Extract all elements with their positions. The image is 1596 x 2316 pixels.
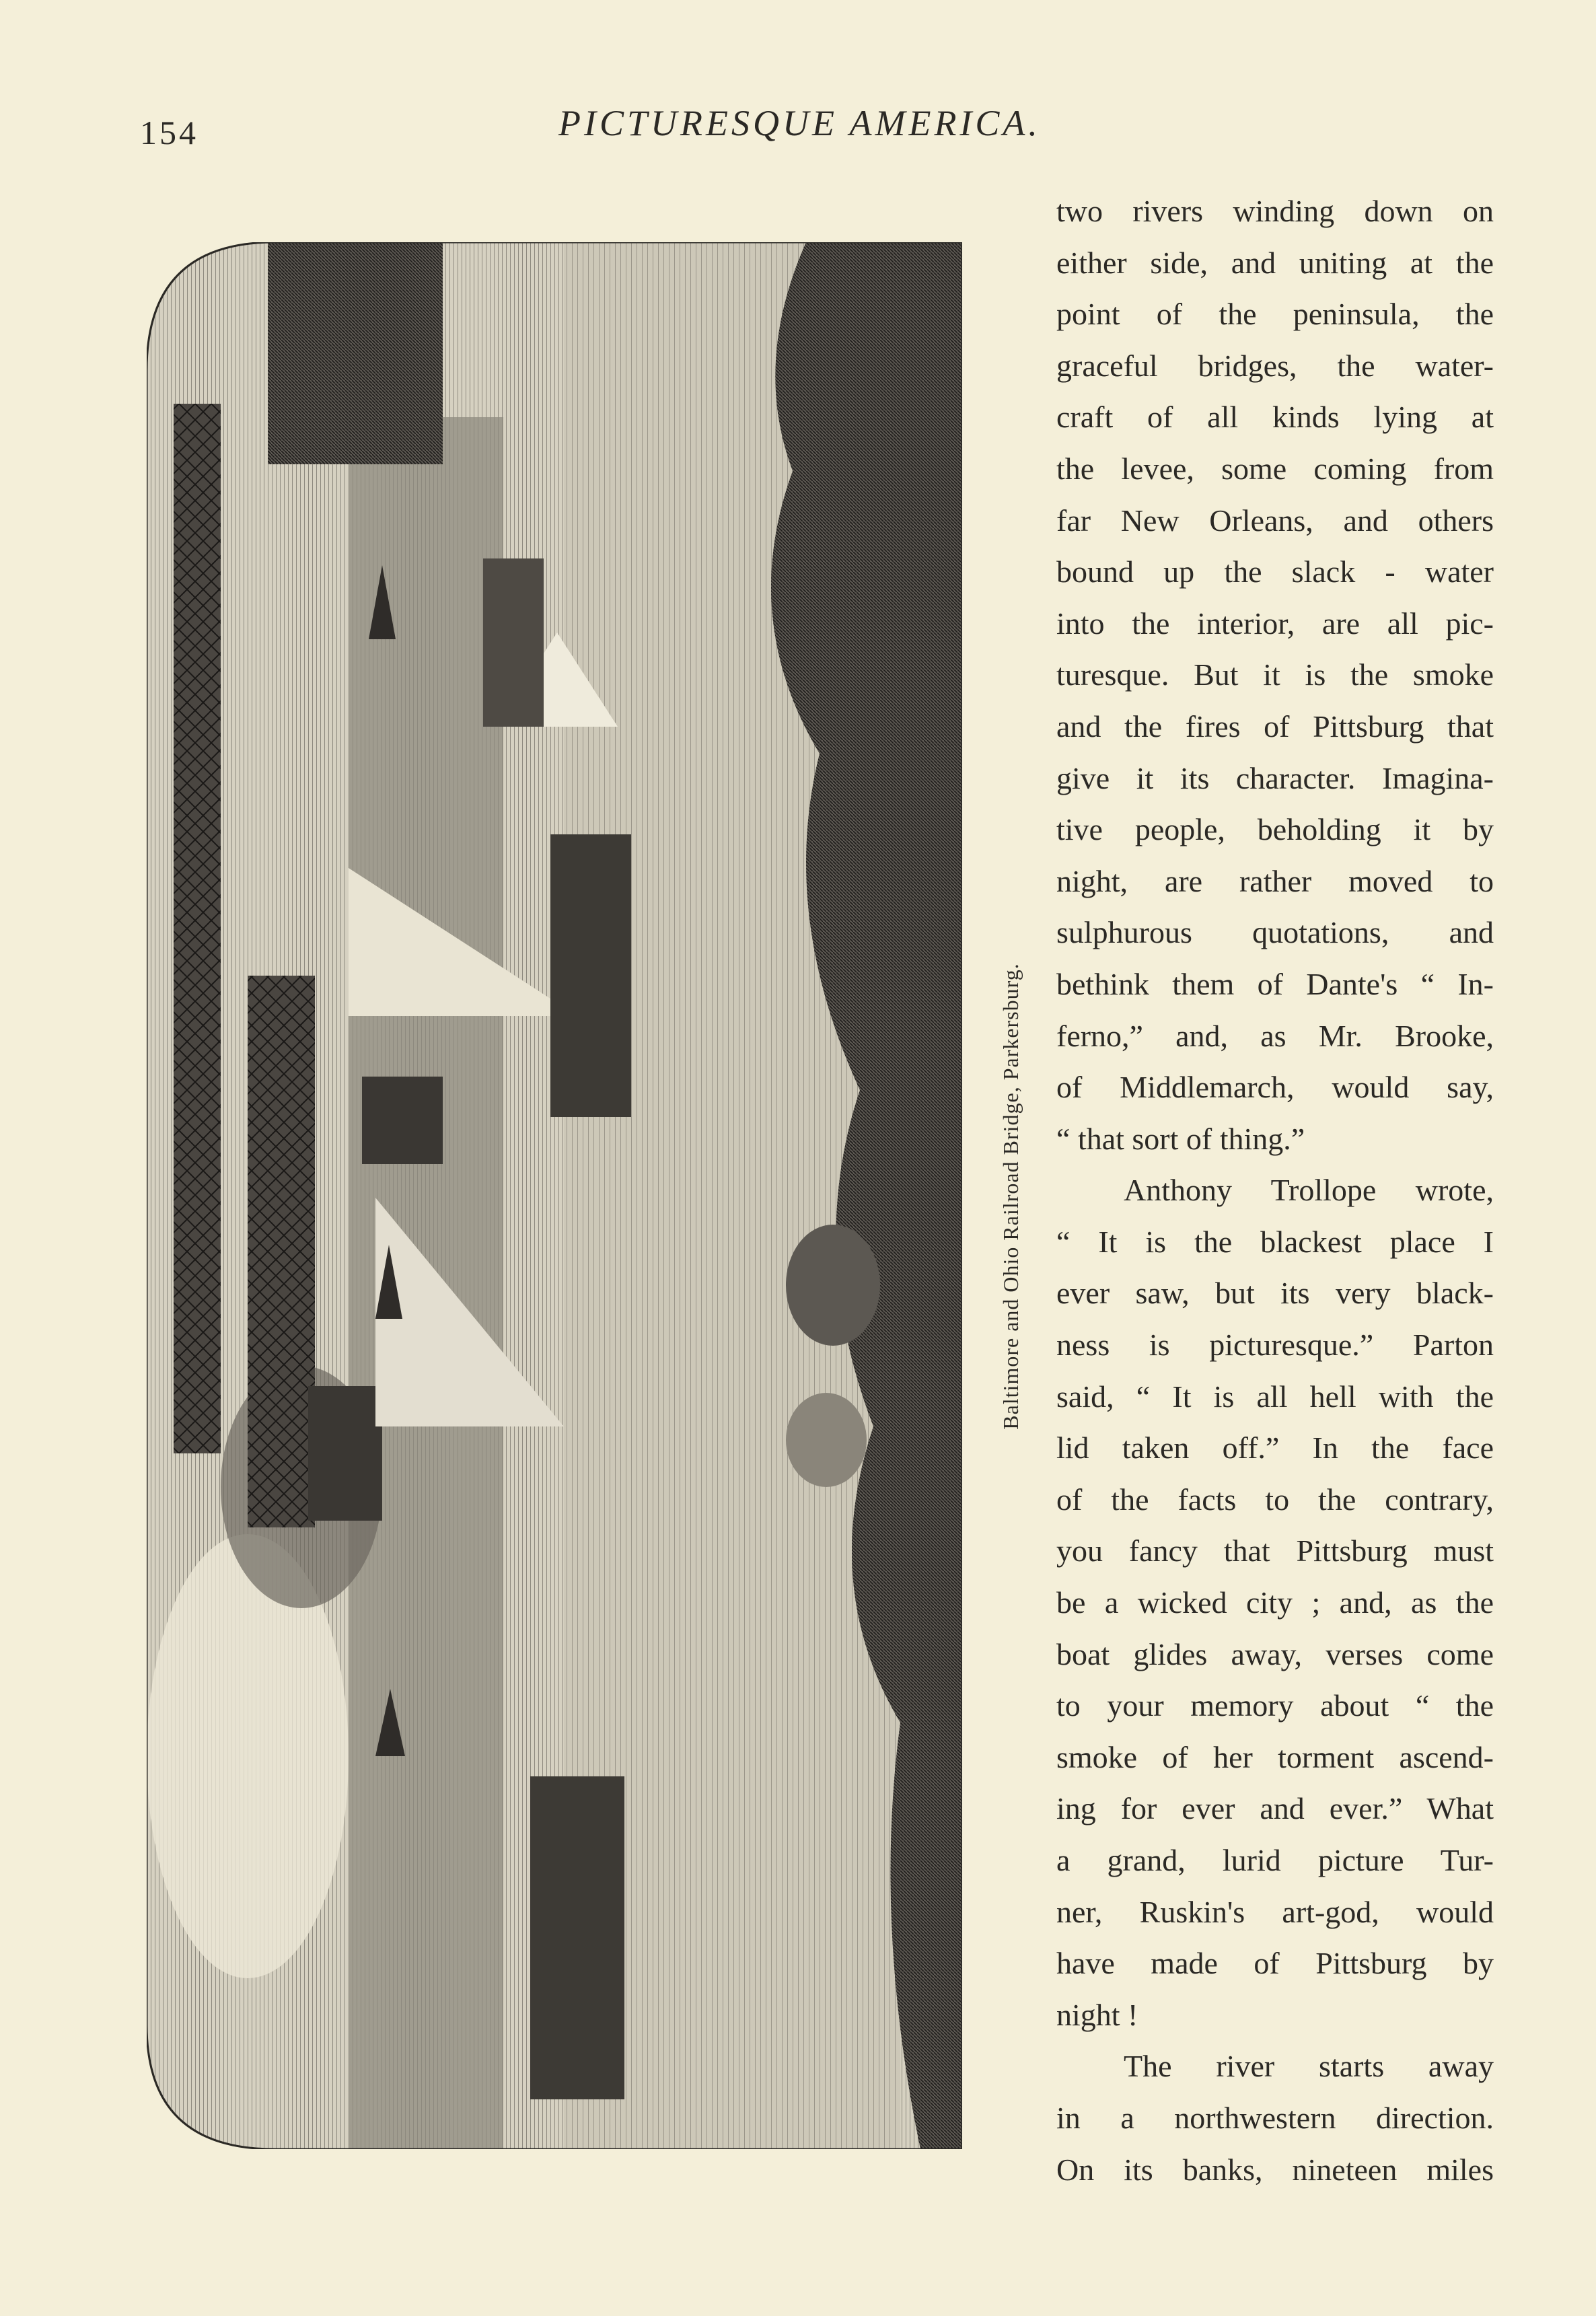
text-line: ness is picturesque.” Parton xyxy=(1056,1328,1494,1363)
text-line: night ! xyxy=(1056,1997,1138,2032)
paragraph-start-line: The river starts away xyxy=(1124,2049,1494,2084)
text-line: ing for ever and ever.” What xyxy=(1056,1791,1494,1826)
text-line: bethink them of Dante's “ In- xyxy=(1056,966,1494,1001)
text-line: craft of all kinds lying at xyxy=(1056,400,1494,435)
text-line: the levee, some coming from xyxy=(1056,451,1494,486)
text-line: to your memory about “ the xyxy=(1056,1688,1494,1723)
text-line: ner, Ruskin's art-god, would xyxy=(1056,1894,1494,1929)
text-line: either side, and uniting at the xyxy=(1056,245,1494,280)
text-line: in a northwestern direction. xyxy=(1056,2100,1494,2135)
text-line: graceful bridges, the water- xyxy=(1056,348,1494,383)
text-line: night, are rather moved to xyxy=(1056,863,1494,898)
page-number: 154 xyxy=(140,114,198,151)
text-line: of the facts to the contrary, xyxy=(1056,1482,1494,1517)
illustration-caption: Baltimore and Ohio Railroad Bridge, Parkersburg. xyxy=(999,963,1023,1430)
text-line: point of the peninsula, the xyxy=(1056,297,1494,332)
text-line: said, “ It is all hell with the xyxy=(1056,1379,1494,1414)
text-line: sulphurous quotations, and xyxy=(1056,915,1494,950)
engraving-illustration xyxy=(147,242,962,2149)
text-line: you fancy that Pittsburg must xyxy=(1056,1533,1494,1568)
text-line: and the fires of Pittsburg that xyxy=(1056,709,1494,744)
text-line: turesque. But it is the smoke xyxy=(1056,657,1494,692)
text-line: of Middlemarch, would say, xyxy=(1056,1070,1494,1105)
text-line: be a wicked city ; and, as the xyxy=(1056,1585,1494,1620)
text-line: smoke of her torment ascend- xyxy=(1056,1739,1494,1774)
text-line: have made of Pittsburg by xyxy=(1056,1946,1494,1981)
text-line: far New Orleans, and others xyxy=(1056,503,1494,538)
text-line: tive people, beholding it by xyxy=(1056,812,1494,847)
running-head: PICTURESQUE AMERICA. xyxy=(558,103,1041,143)
text-line: a grand, lurid picture Tur- xyxy=(1056,1843,1494,1877)
text-line: lid taken off.” In the face xyxy=(1056,1431,1494,1465)
text-line: boat glides away, verses come xyxy=(1056,1636,1494,1671)
text-line: into the interior, are all pic- xyxy=(1056,606,1494,641)
text-line: bound up the slack - water xyxy=(1056,554,1494,589)
text-line: ever saw, but its very black- xyxy=(1056,1276,1494,1311)
text-line: “ that sort of thing.” xyxy=(1056,1121,1305,1156)
text-line: On its banks, nineteen miles xyxy=(1056,2152,1494,2187)
body-text-column xyxy=(1056,186,1494,2196)
text-line: “ It is the blackest place I xyxy=(1056,1224,1494,1259)
text-line: give it its character. Imagina- xyxy=(1056,760,1494,795)
paragraph-start-line: Anthony Trollope wrote, xyxy=(1124,1173,1494,1208)
text-line: ferno,” and, as Mr. Brooke, xyxy=(1056,1018,1494,1053)
text-line: two rivers winding down on xyxy=(1056,194,1494,228)
